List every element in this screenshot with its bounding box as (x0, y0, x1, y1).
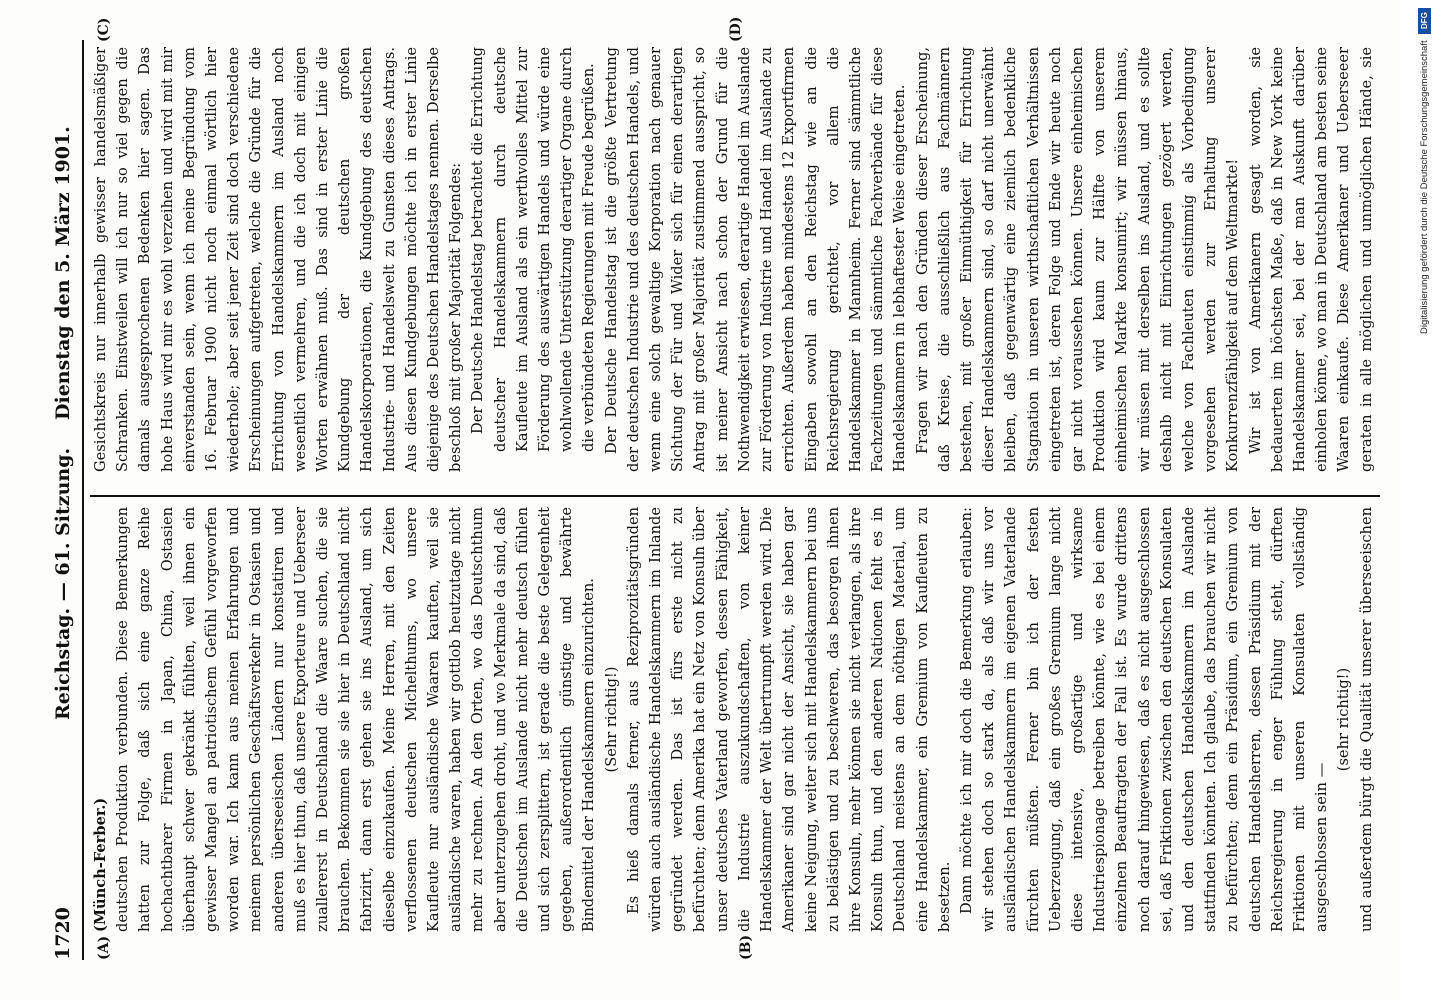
digitization-credit: Digitalisierung gefördert durch die Deutsche Forschungsgemeinschaft (1419, 40, 1430, 334)
quoted-resolution: Der Deutsche Handelstag betrachtet die Errichtung deutscher Handelskammern durch deutsche Kaufleute im Ausland als ein werthvolles Mittel zur Förderung des auswärtigen Handels und würde eine wohlwollende Unterstützung derartiger Organe durch die verbündeten Regierungen mit Freude begrüßen. (469, 47, 598, 452)
left-paragraph: Es hieß damals ferner, aus Reziprozitätsgründen würden auch ausländische Handelskammern im Inlande gegründet werden. Das ist fürs erste nicht zu befürchten; denn Amerika hat ein Netz von Konsuln über unser deutsches Vaterland geworfen, dessen Fähigkeit, die Industrie auszukundschaften, von keiner Handelskammer der Welt übertrumpft werden wird. Die Amerikaner sind gar nicht der Ansicht, sie haben gar keine Neigung, weiter sich mit Handelskammern bei uns zu belästigen und zu beschweren, das besorgen ihnen ihre Konsuln, mehr können sie nicht verlangen, als ihre Konsuln thun, und den anderen Nationen fehlt es in Deutschland meistens an dem nöthigen Material, um eine Handelskammer, ein Gremium von Kaufleuten zu besetzen. (624, 507, 953, 932)
margin-mark-b: (B) (738, 934, 754, 960)
margin-mark-d: (D) (728, 16, 744, 42)
applause-note: (Sehr richtig!) (602, 666, 620, 773)
page-number: 1720 (52, 907, 74, 960)
right-paragraph: Der Deutsche Handelstag ist die größte Vertretung der deutschen Industrie und des deutschen Handels, und wenn eine solch gewaltige Korporation nach genauer Sichtung der Für und Wider sich für einen derartigen Antrag mit großer Majorität zustimmend ausspricht, so ist meiner Ansicht nach schon der Grund für die Nothwendigkeit erwiesen, derartige Handel im Auslande zur Förderung von Industrie und Handel im Auslande zu errichten. Außerdem haben mindestens 12 Exportfirmen Eingaben sowohl an den Reichstag wie an die Reichsregierung gerichtet, vor allem die Handelskammer in Mannheim. Ferner sind sämmtliche Fachzeitungen und sämmtliche Fachverbände für diese Handelskammern in lebhaftester Weise eingetreten. (602, 47, 909, 472)
column-divider (90, 495, 1380, 497)
right-paragraph: Wir ist von Amerikanern gesagt worden, sie bedauerten im höchsten Maße, daß in New York keine Handelskammer sei, bei der man Auskunft darüber einholen könne, wo man in Deutschland am besten seine Waaren einkaufe. Diese Amerikaner und Ueberseeer geraten in alle möglichen und unmöglichen Hände, sie (1246, 47, 1375, 472)
right-column (90, 47, 1380, 472)
applause-note: (sehr richtig!) (1335, 667, 1353, 772)
page-header (52, 40, 78, 960)
margin-mark-a: (A) (96, 935, 112, 960)
right-paragraph: Gesichtskreis nur innerhalb gewisser handelsmäßiger Schranken. Einstweilen will ich nur so viel gegen die damals ausgesprochenen Bedenken hier sagen. Das hohe Haus wird mir es wohl verzeihen und wird mit mir einverstanden sein, wenn ich meine Begründung vom 16. Februar 1900 nicht noch einmal wörtlich hier wiederhole; aber seit jener Zeit sind doch verschiedene Erscheinungen aufgetreten, welche die Gründe für die Errichtung von Handelskammern im Ausland noch wesentlich vermehren, und die ich doch mit einigen Worten erwähnen muß. Das sind in erster Linie die Kundgebung der deutschen großen Handelskorporationen, die Kundgebung des deutschen Industrie- und Handelswelt zu Gunsten dieses Antrags. Aus diesen Kundgebungen möchte ich in erster Linie diejenige des Deutschen Handelstages nennen. Derselbe beschloß mit großer Majorität Folgendes: (92, 47, 465, 472)
left-paragraph: und außerdem bürgt die Qualität unserer überseeischen (1357, 507, 1375, 932)
left-paragraph: deutschen Produktion verbunden. Diese Bemerkungen hatten zur Folge, daß sich eine ganze Reihe hochachtbarer Firmen in Japan, China, Ostasien überhaupt schwer gekränkt fühlten, weil ihnen ein gewisser Mangel an patriotischem Gefühl vorgeworfen worden war. Ich kann aus meinen Erfahrungen und meinem persönlichen Geschäftsverkehr in Ostasien und anderen überseeischen Ländern nur konstatiren und muß es hier thun, daß unsere Exporteure und Ueberseer zuallererst in Deutschland die Waare suchen, die sie brauchen. Bekommen sie sie hier in Deutschland nicht fabrizirt, dann erst gehen sie ins Ausland, um sich dieselbe einzukaufen. Meine Herren, mit den Zeiten verflossenen deutschen Michelthums, wo unsere Kaufleute nur ausländische Waaren kauften, weil sie ausländische waren, haben wir gottlob heutzutage nicht mehr zu rechnen. An den Orten, wo das Deutschthum aber unterzugehen droht, und wo Merkmale da sind, daß die Deutschen im Auslande nicht mehr deutsch fühlen und sich zersplittern, ist gerade die beste Gelegenheit gegeben, außerordentlich günstige und bewährte Bindemittel der Handelskammern einzurichten. (114, 507, 598, 932)
header-title-right: Dienstag den 5. März 1901. (52, 126, 74, 420)
left-paragraph: Dann möchte ich mir doch die Bemerkung erlauben: wir stehen doch so stark da, als daß wir uns vor ausländischen Handelskammern im eigenen Vaterlande fürchten müßten. Ferner bin ich der festen Ueberzeugung, daß ein großes Gremium lange nicht diese intensive, großartige und wirksame Industriespionage betreiben könnte, wie es bei einem einzelnen Beauftragten der Fall ist. Es wurde drittens noch darauf hingewiesen, daß es nicht ausgeschlossen sei, daß Friktionen zwischen den deutschen Konsulaten und den deutschen Handelskammern im Auslande stattfinden könnten. Ich glaube, das brauchen wir nicht zu befürchten; denn ein Präsidium, ein Gremium von deutschen Handelsherren, dessen Präsidium mit der Reichsregierung in enger Fühlung steht, dürften Friktionen mit unseren Konsulaten vollständig ausgeschlossen sein — (957, 507, 1331, 932)
speaker-label: (Münch-Ferber.) (92, 797, 109, 932)
margin-mark-c: (C) (96, 17, 112, 42)
right-paragraph: Fragen wir nach den Gründen dieser Erscheinung, daß Kreise, die ausschließlich aus Fachmännern bestehen, mit großer Einmüthigkeit für Errichtung dieser Handelskammern sind, so darf nicht unerwähnt bleiben, daß gegenwärtig eine ziemlich bedenkliche Stagnation in unseren wirthschaftlichen Verhältnissen eingetreten ist, deren Folge und Ende wir heute noch gar nicht voraussehen können. Unsere einheimischen Produktion wird kaum zur Hälfte von unserem einheimischen Markte konsumirt; wir müssen hinaus, wir müssen mit derselben ins Ausland, und es sollte deshalb nicht mit Einrichtungen gezögert werden, welche von Fachleuten einstimmig als Vorbedingung vorgesehen werden zur Erhaltung unserer Konkurrenzfähigkeit auf dem Weltmarkte! (913, 47, 1242, 472)
header-rule (82, 40, 84, 960)
left-column (90, 507, 1380, 932)
dfg-logo: DFG (1418, 8, 1431, 34)
header-title-left: Reichstag. — 61. Sitzung. (52, 447, 74, 720)
